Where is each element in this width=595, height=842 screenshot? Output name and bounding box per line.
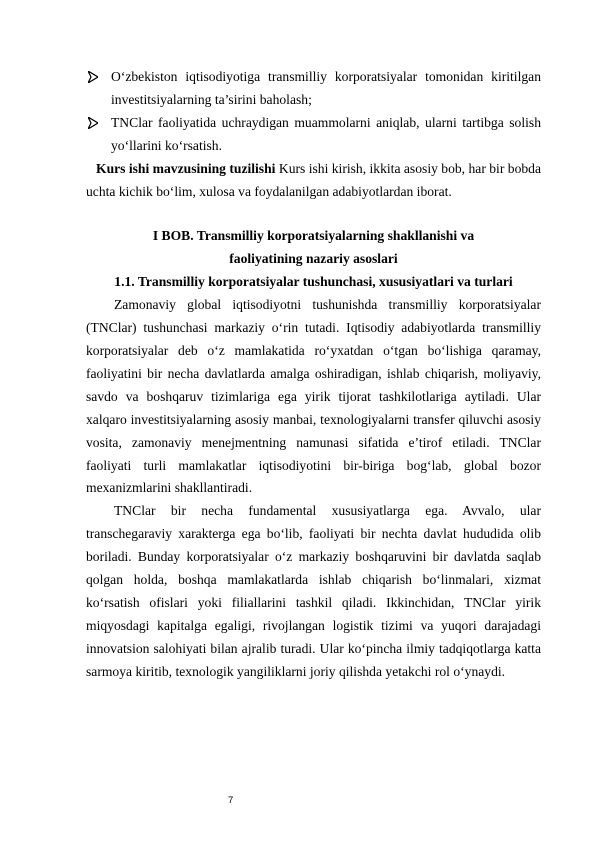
- bullet-item: [86, 66, 541, 112]
- body-paragraph: TNClar bir necha fundamental xususiyatlarga ega. Avvalo, ular transchegaraviy xarakterga ega bo‘lib, faoliyati bir nechta davlat hududida olib boriladi. Bunday korporatsiyalar o‘z markaziy boshqaruvini bir davlatda saqlab qolgan holda, boshqa mamlakatlarda ishlab chiqarish bo‘linmalari, xizmat ko‘rsatish ofislari yoki filiallarini tashkil qiladi. Ikkinchidan, TNClar yirik miqyosdagi kapitalga egaligi, rivojlangan logistik tizimi va yuqori darajadagi innovatsion salohiyati bilan ajralib turadi. Ular ko‘pincha ilmiy tadqiqotlarga katta sarmoya kiritib, texnologik yangiliklarni joriy qilishda yetakchi rol o‘ynaydi.: [86, 503, 541, 679]
- bullet-text: TNClar faoliyatida uchraydigan muammolarni aniqlab, ularni tartibga solish yo‘llarini ko‘rsatish.: [111, 114, 541, 153]
- structure-label: Kurs ishi mavzusining tuzilishi: [96, 160, 276, 176]
- page-number: 7: [228, 795, 234, 806]
- page-content: [86, 66, 541, 684]
- section-title: 1.1. Transmilliy korporatsiyalar tushunchasi, xususiyatlari va turlari: [114, 274, 513, 290]
- bullet-text: O‘zbekiston iqtisodiyotiga transmilliy korporatsiyalar tomonidan kiritilgan investitsiyalarning ta’sirini baholash;: [111, 69, 541, 107]
- structure-text: Kurs ishi kirish, ikkita asosiy bob, har bir bobda uchta kichik bo‘lim, xulosa va foydalanilgan adabiyotlardan iborat.: [86, 160, 541, 199]
- blank-line: [86, 203, 541, 225]
- structure-paragraph: [86, 158, 541, 204]
- body-paragraph: Zamonaviy global iqtisodiyotni tushunishda transmilliy korporatsiyalar (TNClar) tushunchasi markaziy o‘rin tutadi. Iqtisodiy adabiyotlarda transmilliy korporatsiyalar deb o‘z mamlakatida ro‘yxatdan o‘tgan bo‘lishiga qaramay, faoliyatini bir necha davlatlarda amalga oshiradigan, ishlab chiqarish, moliyaviy, savdo va boshqaruv tizimlariga ega yirik tijorat tashkilotlariga aytiladi. Ular xalqaro investitsiyalarning asosiy manbai, texnologiyalarni transfer qiluvchi asosiy vosita, zamonaviy menejmentning namunasi sifatida e’tirof etiladi. TNClar faoliyati turli mamlakatlar iqtisodiyotini bir-biriga bog‘lab, global bozor mexanizmlarini shakllantiradi.: [86, 297, 541, 496]
- chapter-title: I BOB. Transmilliy korporatsiyalarning shakllanishi va faoliyatining nazariy asoslari: [152, 228, 475, 267]
- arrowhead-bullet-icon: [86, 66, 100, 88]
- arrowhead-bullet-icon: [86, 112, 100, 134]
- bullet-item: [86, 112, 541, 158]
